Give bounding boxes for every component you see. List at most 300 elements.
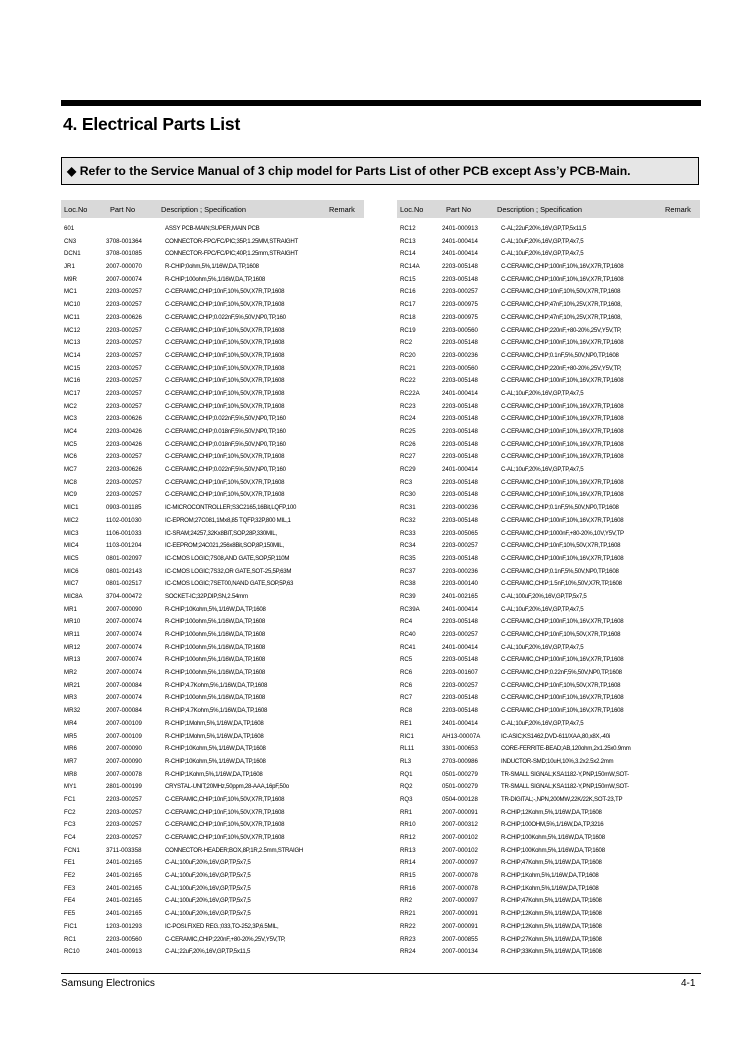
loc-no-cell: RC10: [64, 948, 80, 956]
loc-no-cell: RR21: [400, 910, 416, 918]
part-no-cell: 2401-000414: [442, 719, 478, 727]
part-no-cell: 2203-000257: [106, 491, 142, 499]
part-no-cell: 2203-000426: [106, 440, 142, 448]
table-row: [61, 401, 364, 414]
table-row: [397, 350, 700, 363]
part-no-cell: 2401-002165: [106, 872, 142, 880]
table-row: [61, 515, 364, 528]
description-cell: IC-CMOS LOGIC;7S08,AND GATE,SOP,5P,110M: [165, 554, 290, 562]
loc-no-cell: FE4: [64, 897, 76, 905]
description-cell: C-CERAMIC,CHIP;10nF,10%,50V,X7R,TP,1608: [165, 808, 285, 816]
part-no-cell: 2203-005148: [442, 275, 478, 283]
loc-no-cell: RC17: [400, 301, 416, 309]
loc-no-cell: MC3: [64, 415, 77, 423]
loc-no-cell: RC41: [400, 643, 416, 651]
table-row: [61, 337, 364, 350]
table-row: [61, 223, 364, 236]
part-no-cell: 2203-005148: [442, 428, 478, 435]
loc-no-cell: RC16: [400, 288, 416, 296]
table-row: [61, 845, 364, 858]
description-cell: C-CERAMIC,CHIP;10nF,10%,50V,X7R,TP,1608: [165, 389, 285, 397]
table-row: [61, 857, 364, 870]
table-row: [61, 248, 364, 261]
table-row: [61, 921, 364, 934]
part-no-cell: 2203-000257: [106, 402, 142, 410]
description-cell: R-CHIP;100OHM,5%,1/16W,DA,TP,3216: [501, 821, 604, 829]
loc-no-cell: MC8: [64, 478, 77, 486]
footer-rule: [61, 973, 701, 974]
table-row: [61, 819, 364, 832]
loc-no-cell: RQ2: [400, 783, 413, 791]
note-text: ◆ Refer to the Service Manual of 3 chip model for Parts List of other PCB except Ass’y PCB-Main.: [67, 164, 631, 178]
table-row: [397, 845, 700, 858]
part-no-cell: 0504-000128: [442, 795, 478, 803]
description-cell: R-CHIP;1Kohm,5%,1/16W,DA,TP,1608: [501, 884, 599, 892]
table-header: [61, 200, 364, 218]
loc-no-cell: RC3: [400, 478, 413, 486]
part-no-cell: 2203-001607: [442, 669, 478, 677]
loc-no-cell: MY1: [64, 783, 77, 791]
description-cell: C-CERAMIC,CHIP;100nF,10%,16V,X7R,TP,1608: [501, 453, 624, 461]
description-cell: R-CHIP;12Kohm,5%,1/16W,DA,TP,1608: [501, 922, 602, 930]
loc-no-cell: RR13: [400, 846, 416, 854]
part-no-cell: 3708-001085: [106, 250, 142, 258]
description-cell: IC-CMOS LOGIC;7S32,OR GATE,SOT-25,5P,63M: [165, 567, 292, 575]
description-cell: R-CHIP;27Kohm,5%,1/16W,DA,TP,1608: [501, 935, 602, 943]
header-remark: Remark: [665, 205, 691, 214]
part-no-cell: 2203-005148: [442, 478, 478, 486]
table-row: [397, 743, 700, 756]
loc-no-cell: MIC6: [64, 567, 79, 575]
part-no-cell: 2203-000257: [106, 821, 142, 829]
description-cell: C-CERAMIC,CHIP;100nF,10%,16V,X7R,TP,1608: [501, 377, 624, 385]
description-cell: C-CERAMIC,CHIP;100nF,10%,16V,X7R,TP,1608: [501, 415, 624, 423]
description-cell: C-CERAMIC,CHIP;10nF,10%,50V,X7R,TP,1608: [165, 288, 285, 296]
table-row: [397, 642, 700, 655]
description-cell: R-CHIP;10Kohm,5%,1/16W,DA,TP,1608: [165, 605, 266, 613]
description-cell: IC-SRAM;24257,32Kx8BIT,SOP,28P,330MIL,: [165, 529, 277, 537]
description-cell: C-CERAMIC,CHIP;1000nF,+80-20%,10V,Y5V,TP: [501, 529, 624, 537]
table-row: [397, 807, 700, 820]
loc-no-cell: MIC3: [64, 529, 79, 537]
loc-no-cell: FC2: [64, 808, 76, 816]
table-row: [61, 489, 364, 502]
description-cell: R-CHIP;100ohm,5%,1/16W,DA,TP,1608: [165, 275, 266, 283]
loc-no-cell: RC34: [400, 542, 416, 550]
part-no-cell: 2203-000257: [106, 339, 142, 347]
description-cell: C-CERAMIC,CHIP;0.1nF,5%,50V,NP0,TP,1608: [501, 567, 619, 575]
description-cell: C-AL;10uF,20%,16V,GP,TP,4x7,5: [501, 237, 584, 245]
part-no-cell: 2401-002165: [106, 910, 142, 918]
part-no-cell: 2007-000070: [106, 263, 142, 271]
part-no-cell: 2401-000414: [442, 605, 478, 613]
loc-no-cell: RQ3: [400, 795, 413, 803]
description-cell: R-CHIP;10Kohm,5%,1/16W,DA,TP,1608: [165, 757, 266, 765]
table-row: [397, 439, 700, 452]
table-row: [61, 236, 364, 249]
description-cell: C-CERAMIC,CHIP;0.018nF,5%,50V,NP0,TP,160: [165, 440, 286, 448]
table-row: [61, 629, 364, 642]
part-no-cell: 2203-005148: [442, 263, 478, 271]
loc-no-cell: RC14: [400, 250, 416, 258]
loc-no-cell: MC4: [64, 428, 77, 435]
part-no-cell: 0501-000279: [442, 783, 478, 791]
table-row: [397, 692, 700, 705]
description-cell: C-CERAMIC,CHIP;10nF,10%,50V,X7R,TP,1608: [165, 402, 285, 410]
loc-no-cell: RC38: [400, 580, 416, 588]
table-body: [61, 223, 364, 959]
part-no-cell: 2401-000414: [442, 389, 478, 397]
description-cell: CRYSTAL-UNIT;20MHz,50ppm,28-AAA,16pF,50o: [165, 783, 289, 791]
page-number: 4-1: [681, 978, 696, 989]
description-cell: C-CERAMIC,CHIP;100nF,10%,16V,X7R,TP,1608: [501, 428, 624, 435]
table-row: [397, 566, 700, 579]
table-row: [397, 223, 700, 236]
description-cell: C-CERAMIC,CHIP;0.1nF,5%,50V,NP0,TP,1608: [501, 504, 619, 512]
loc-no-cell: RR22: [400, 922, 416, 930]
loc-no-cell: MC6: [64, 453, 77, 461]
description-cell: R-CHIP;10Kohm,5%,1/16W,DA,TP,1608: [165, 745, 266, 753]
description-cell: C-AL;22uF,20%,16V,GP,TP,5x11,5: [501, 225, 587, 232]
part-no-cell: 3708-001364: [106, 237, 142, 245]
table-row: [61, 680, 364, 693]
part-no-cell: 3301-000653: [442, 745, 478, 753]
table-row: [397, 502, 700, 515]
part-no-cell: 0801-002517: [106, 580, 142, 588]
table-row: [397, 426, 700, 439]
description-cell: R-CHIP;100ohm,5%,1/16W,DA,TP,1608: [165, 618, 266, 626]
part-no-cell: 2401-002165: [106, 859, 142, 867]
part-no-cell: 1102-001030: [106, 516, 142, 524]
table-row: [397, 705, 700, 718]
loc-no-cell: RC15: [400, 275, 416, 283]
part-no-cell: 2203-005148: [442, 694, 478, 702]
part-no-cell: 1103-001204: [106, 542, 142, 550]
loc-no-cell: FC3: [64, 821, 76, 829]
description-cell: IC-MICROCONTROLLER;S3C2165,16Bit,LQFP,100: [165, 504, 297, 512]
header-rule: [61, 100, 701, 106]
table-row: [61, 375, 364, 388]
table-row: [397, 731, 700, 744]
table-row: [61, 299, 364, 312]
table-row: [397, 489, 700, 502]
description-cell: R-CHIP;47Kohm,5%,1/16W,DA,TP,1608: [501, 859, 602, 867]
loc-no-cell: RC35: [400, 554, 416, 562]
description-cell: C-AL;10uF,20%,16V,GP,TP,4x7,5: [501, 250, 584, 258]
table-row: [397, 946, 700, 959]
description-cell: R-CHIP;33Kohm,5%,1/16W,DA,TP,1608: [501, 948, 602, 956]
table-row: [61, 350, 364, 363]
description-cell: IC-ASIC;KS1462,DVD-611/XAA,80,x8X,-40i: [501, 732, 610, 740]
description-cell: SOCKET-IC;32P,DIP,SN,2.54mm: [165, 592, 248, 600]
table-row: [397, 921, 700, 934]
description-cell: R-CHIP;1Kohm,5%,1/16W,DA,TP,1608: [501, 872, 599, 880]
description-cell: C-CERAMIC,CHIP;0.1nF,5%,50V,NP0,TP,1608: [501, 351, 619, 359]
description-cell: C-AL;10uF,20%,16V,GP,TP,4x7,5: [501, 466, 584, 474]
description-cell: C-AL;100uF,20%,16V,GP,TP,5x7,5: [501, 592, 587, 600]
table-row: [61, 895, 364, 908]
description-cell: C-CERAMIC,CHIP;100nF,10%,16V,X7R,TP,1608: [501, 491, 624, 499]
table-row: [397, 236, 700, 249]
part-no-cell: 2203-005148: [442, 656, 478, 664]
part-no-cell: 2401-000913: [442, 225, 478, 232]
description-cell: C-CERAMIC,CHIP;100nF,10%,16V,X7R,TP,1608: [501, 656, 624, 664]
loc-no-cell: MC11: [64, 313, 80, 321]
loc-no-cell: RR12: [400, 834, 416, 841]
description-cell: C-CERAMIC,CHIP;100nF,10%,16V,X7R,TP,1608: [501, 618, 624, 626]
table-row: [61, 540, 364, 553]
part-no-cell: 2007-000090: [106, 605, 142, 613]
table-row: [397, 299, 700, 312]
part-no-cell: 2007-000855: [442, 935, 478, 943]
loc-no-cell: RC23: [400, 402, 416, 410]
table-row: [397, 553, 700, 566]
description-cell: C-CERAMIC,CHIP;10nF,10%,50V,X7R,TP,1608: [165, 364, 285, 372]
loc-no-cell: MC2: [64, 402, 77, 410]
table-row: [397, 680, 700, 693]
description-cell: IC-CMOS LOGIC;7SET00,NAND GATE,SOP,5P,63: [165, 580, 294, 588]
description-cell: C-CERAMIC,CHIP;10nF,10%,50V,X7R,TP,1608: [165, 326, 285, 334]
table-row: [397, 781, 700, 794]
table-row: [61, 654, 364, 667]
table-row: [61, 692, 364, 705]
table-row: [397, 604, 700, 617]
loc-no-cell: RC37: [400, 567, 416, 575]
part-no-cell: 2203-005148: [442, 618, 478, 626]
part-no-cell: 2203-005148: [442, 402, 478, 410]
table-row: [397, 870, 700, 883]
loc-no-cell: RR1: [400, 808, 413, 816]
loc-no-cell: MR21: [64, 681, 81, 689]
description-cell: R-CHIP;12Kohm,5%,1/16W,DA,TP,1608: [501, 808, 602, 816]
loc-no-cell: FE5: [64, 910, 76, 918]
table-row: [61, 908, 364, 921]
part-no-cell: 1203-001293: [106, 922, 142, 930]
part-no-cell: 2203-000257: [106, 389, 142, 397]
part-no-cell: 2203-000257: [106, 288, 142, 296]
table-row: [61, 553, 364, 566]
table-row: [61, 756, 364, 769]
description-cell: R-CHIP;4.7Kohm,5%,1/16W,DA,TP,1608: [165, 707, 268, 715]
loc-no-cell: MR12: [64, 643, 81, 651]
part-no-cell: 2203-000975: [442, 313, 478, 321]
loc-no-cell: MIC5: [64, 554, 79, 562]
header-part-no: Part No: [446, 205, 472, 214]
description-cell: C-CERAMIC,CHIP;10nF,10%,50V,X7R,TP,1608: [501, 542, 621, 550]
part-no-cell: 2007-000312: [442, 821, 478, 829]
loc-no-cell: FCN1: [64, 846, 80, 854]
description-cell: C-AL;22uF,20%,16V,GP,TP,5x11,5: [165, 948, 251, 956]
description-cell: C-CERAMIC,CHIP;100nF,10%,16V,X7R,TP,1608: [501, 402, 624, 410]
part-no-cell: 2007-000074: [106, 631, 142, 638]
table-row: [397, 629, 700, 642]
description-cell: C-CERAMIC,CHIP;1.5nF,10%,50V,X7R,TP,1608: [501, 580, 622, 588]
loc-no-cell: MC5: [64, 440, 77, 448]
part-no-cell: 2007-000078: [442, 872, 478, 880]
loc-no-cell: MC13: [64, 339, 81, 347]
loc-no-cell: MIC8A: [64, 592, 83, 600]
part-no-cell: 2203-000257: [106, 453, 142, 461]
part-no-cell: 2007-000078: [106, 770, 142, 778]
description-cell: C-CERAMIC,CHIP;10nF,10%,50V,X7R,TP,1608: [165, 834, 285, 841]
part-no-cell: 2203-000257: [442, 681, 478, 689]
part-no-cell: 2203-000626: [106, 313, 142, 321]
part-no-cell: 2203-005065: [442, 529, 478, 537]
description-cell: C-AL;10uF,20%,16V,GP,TP,4x7,5: [501, 389, 584, 397]
table-row: [61, 502, 364, 515]
description-cell: C-CERAMIC,CHIP;10nF,10%,50V,X7R,TP,1608: [501, 631, 621, 638]
part-no-cell: 2203-005148: [442, 377, 478, 385]
loc-no-cell: RC8: [400, 707, 413, 715]
loc-no-cell: MIC7: [64, 580, 79, 588]
loc-no-cell: FC1: [64, 795, 76, 803]
loc-no-cell: RC7: [400, 694, 413, 702]
description-cell: TR-SMALL SIGNAL;KSA1182-Y,PNP,150mW,SOT-: [501, 783, 629, 791]
part-no-cell: 2007-000074: [106, 669, 142, 677]
table-row: [397, 375, 700, 388]
loc-no-cell: RR14: [400, 859, 416, 867]
loc-no-cell: MIC4: [64, 542, 79, 550]
description-cell: R-CHIP;1Mohm,5%,1/16W,DA,TP,1608: [165, 732, 264, 740]
description-cell: C-CERAMIC,CHIP;100nF,10%,16V,X7R,TP,1608: [501, 694, 624, 702]
loc-no-cell: RIC1: [400, 732, 414, 740]
part-no-cell: 2203-000257: [106, 478, 142, 486]
part-no-cell: 2401-000913: [106, 948, 142, 956]
loc-no-cell: RC6: [400, 681, 413, 689]
loc-no-cell: MC15: [64, 364, 81, 372]
header-description: Description ; Specification: [497, 205, 583, 214]
part-no-cell: 2203-000257: [106, 364, 142, 372]
part-no-cell: 2203-000626: [106, 415, 142, 423]
description-cell: IC-EEPROM;24C021,256x8Bit,SOP,8P,150MIL,: [165, 542, 284, 550]
table-row: [397, 819, 700, 832]
part-no-cell: 2007-000084: [106, 707, 142, 715]
loc-no-cell: RC40: [400, 631, 416, 638]
loc-no-cell: MC14: [64, 351, 81, 359]
part-no-cell: 2007-000102: [442, 834, 478, 841]
loc-no-cell: FC4: [64, 834, 76, 841]
part-no-cell: 2203-000236: [442, 567, 478, 575]
parts-table-right: [397, 200, 700, 959]
part-no-cell: 2203-000560: [106, 935, 142, 943]
part-no-cell: 2203-000257: [106, 377, 142, 385]
description-cell: C-CERAMIC,CHIP;10nF,10%,50V,X7R,TP,1608: [165, 478, 285, 486]
loc-no-cell: 601: [64, 225, 75, 232]
part-no-cell: 3704-000472: [106, 592, 142, 600]
table-row: [61, 477, 364, 490]
part-no-cell: 2801-000199: [106, 783, 142, 791]
description-cell: R-CHIP;100ohm,5%,1/16W,DA,TP,1608: [165, 631, 266, 638]
table-row: [61, 261, 364, 274]
table-row: [61, 934, 364, 947]
description-cell: ASSY PCB-MAIN;SUPER,MAIN PCB: [165, 225, 260, 232]
part-no-cell: 0903-001185: [106, 504, 142, 512]
part-no-cell: 2007-000090: [106, 757, 142, 765]
part-no-cell: 2401-000414: [442, 250, 478, 258]
part-no-cell: 2203-000257: [106, 795, 142, 803]
part-no-cell: 2203-000975: [442, 301, 478, 309]
table-row: [61, 616, 364, 629]
table-row: [397, 413, 700, 426]
loc-no-cell: MR4: [64, 719, 77, 727]
table-row: [61, 286, 364, 299]
part-no-cell: 2007-000074: [106, 275, 142, 283]
part-no-cell: 1106-001033: [106, 529, 142, 537]
description-cell: C-CERAMIC,CHIP;10nF,10%,50V,X7R,TP,1608: [165, 351, 285, 359]
loc-no-cell: FE1: [64, 859, 76, 867]
loc-no-cell: MR7: [64, 757, 77, 765]
part-no-cell: 2007-000074: [106, 618, 142, 626]
part-no-cell: 2203-005148: [442, 453, 478, 461]
table-row: [61, 743, 364, 756]
description-cell: R-CHIP;100ohm,5%,1/16W,DA,TP,1608: [165, 669, 266, 677]
description-cell: C-CERAMIC,CHIP;0.022nF,5%,50V,NP0,TP,160: [165, 415, 286, 423]
description-cell: CONNECTOR-HEADER;BOX,8P,1R,2.5mm,STRAIGH: [165, 846, 304, 854]
page-title: 4. Electrical Parts List: [63, 114, 241, 134]
table-row: [397, 832, 700, 845]
table-row: [397, 934, 700, 947]
loc-no-cell: MC1: [64, 288, 77, 296]
description-cell: R-CHIP;100Kohm,5%,1/16W,DA,TP,1608: [501, 834, 605, 841]
table-row: [61, 870, 364, 883]
description-cell: C-CERAMIC,CHIP;100nF,10%,16V,X7R,TP,1608: [501, 339, 624, 347]
part-no-cell: 2007-000109: [106, 719, 142, 727]
part-no-cell: 2401-002165: [106, 897, 142, 905]
loc-no-cell: MIC1: [64, 504, 79, 512]
loc-no-cell: RC39A: [400, 605, 420, 613]
part-no-cell: 2007-000074: [106, 643, 142, 651]
part-no-cell: 2007-000091: [442, 910, 478, 918]
note-box: [61, 157, 699, 185]
loc-no-cell: RC13: [400, 237, 416, 245]
table-row: [61, 578, 364, 591]
loc-no-cell: RE1: [400, 719, 412, 727]
description-cell: C-CERAMIC,CHIP;47nF,10%,25V,X7R,TP,1608,: [501, 301, 622, 309]
header-loc-no: Loc.No: [400, 205, 424, 214]
table-row: [61, 731, 364, 744]
table-row: [61, 566, 364, 579]
part-no-cell: AH13-00007A: [442, 732, 481, 740]
header-part-no: Part No: [110, 205, 136, 214]
description-cell: C-CERAMIC,CHIP;47nF,10%,25V,X7R,TP,1608,: [501, 313, 622, 321]
table-row: [397, 578, 700, 591]
part-no-cell: 2203-000257: [442, 631, 478, 638]
table-row: [397, 769, 700, 782]
description-cell: CORE-FERRITE-BEAD;AB,120ohm,2x1.25x0.9mm: [501, 745, 631, 753]
part-no-cell: 2007-000097: [442, 897, 478, 905]
description-cell: C-CERAMIC,CHIP;0.022nF,5%,50V,NP0,TP,160: [165, 313, 286, 321]
loc-no-cell: RC24: [400, 415, 416, 423]
loc-no-cell: MC17: [64, 389, 81, 397]
table-row: [397, 325, 700, 338]
description-cell: C-AL;100uF,20%,16V,GP,TP,5x7,5: [165, 872, 251, 880]
loc-no-cell: RC1: [64, 935, 77, 943]
part-no-cell: 2203-005148: [442, 339, 478, 347]
part-no-cell: 2007-000134: [442, 948, 478, 956]
table-row: [397, 451, 700, 464]
description-cell: C-CERAMIC,CHIP;100nF,10%,16V,X7R,TP,1608: [501, 516, 624, 524]
loc-no-cell: MC10: [64, 301, 81, 309]
table-row: [397, 908, 700, 921]
loc-no-cell: RC4: [400, 618, 413, 626]
header-remark: Remark: [329, 205, 355, 214]
loc-no-cell: RC6: [400, 669, 413, 677]
description-cell: C-AL;100uF,20%,16V,GP,TP,5x7,5: [165, 897, 251, 905]
description-cell: C-CERAMIC,CHIP;10nF,10%,50V,X7R,TP,1608: [165, 491, 285, 499]
loc-no-cell: RC22: [400, 377, 416, 385]
part-no-cell: 2203-000257: [442, 542, 478, 550]
table-row: [397, 248, 700, 261]
